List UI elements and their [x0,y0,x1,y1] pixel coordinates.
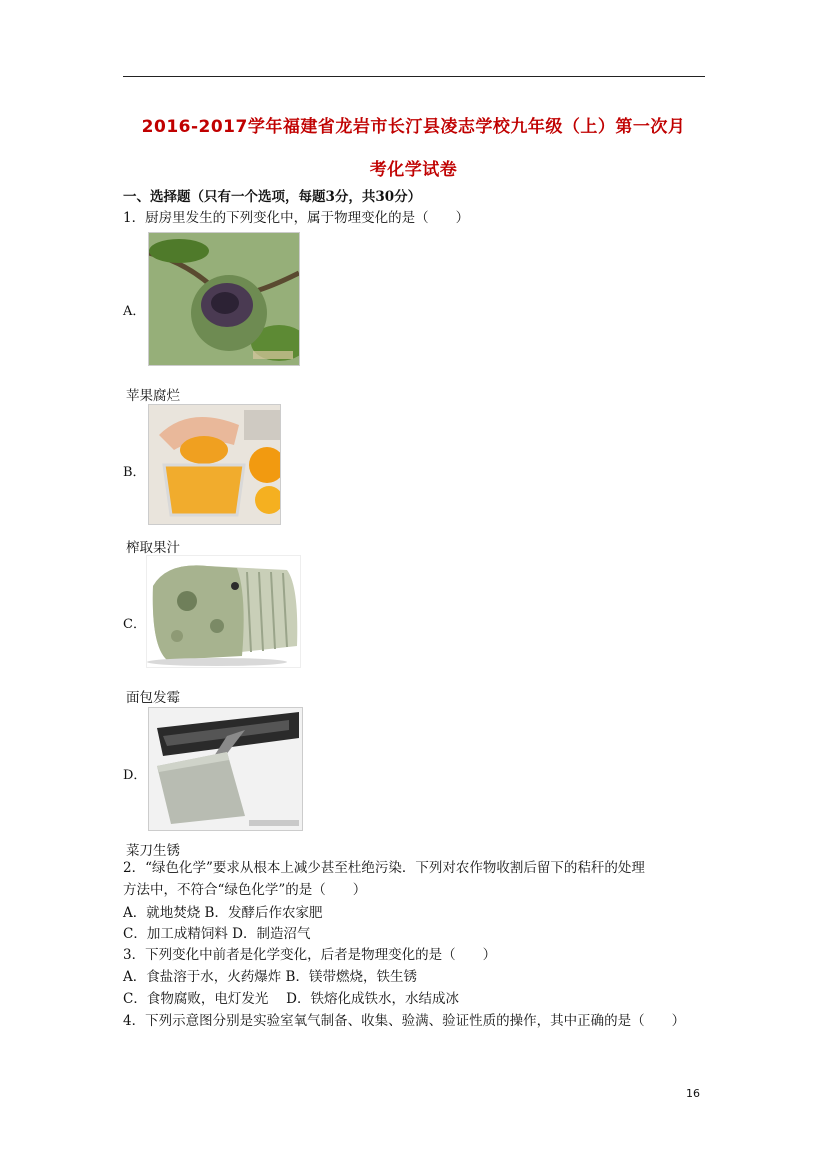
question-3-stem: 3．下列变化中前者是化学变化，后者是物理变化的是（ ） [123,947,497,963]
question-2-stem-line1: 2．“绿色化学”要求从根本上减少甚至杜绝污染．下列对农作物收割后留下的秸秆的处理 [123,860,645,876]
header-rule [123,76,705,77]
option-b-label: B． [123,465,146,480]
section-heading: 一、选择题（只有一个选项，每题3分，共30分） [123,189,422,205]
rotting-apple-image [148,232,300,366]
question-2-options-cd: C．加工成精饲料 D．制造沼气 [123,926,311,942]
question-2-stem-line2: 方法中，不符合“绿色化学”的是（ ） [123,882,367,898]
question-2-options-ab: A．就地焚烧 B．发酵后作农家肥 [123,905,323,921]
kitchen-knife-image [148,707,303,831]
question-3-options-cd: C．食物腐败，电灯发光 D．铁熔化成铁水，水结成冰 [123,991,459,1007]
question-3-options-ab: A．食盐溶于水，火药爆炸 B．镁带燃烧，铁生锈 [123,969,417,985]
moldy-bread-image [146,555,301,668]
option-a-label: A． [123,304,146,319]
page-number: 16 [686,1087,700,1100]
exam-title-line2: 考化学试卷 [369,160,458,180]
option-a-caption: 苹果腐烂 [126,388,180,404]
option-b-caption: 榨取果汁 [126,540,180,556]
question-4-stem: 4．下列示意图分别是实验室氧气制备、收集、验满、验证性质的操作，其中正确的是（ ） [123,1013,686,1029]
option-d-caption: 菜刀生锈 [126,843,180,859]
exam-title-line1: 2016-2017学年福建省龙岩市长汀县凌志学校九年级（上）第一次月 [141,117,686,137]
squeezing-juice-image [148,404,281,525]
option-c-label: C． [123,617,146,632]
option-d-label: D． [123,768,147,783]
question-1-stem: 1．厨房里发生的下列变化中，属于物理变化的是（ ） [123,210,470,226]
option-c-caption: 面包发霉 [126,690,180,706]
